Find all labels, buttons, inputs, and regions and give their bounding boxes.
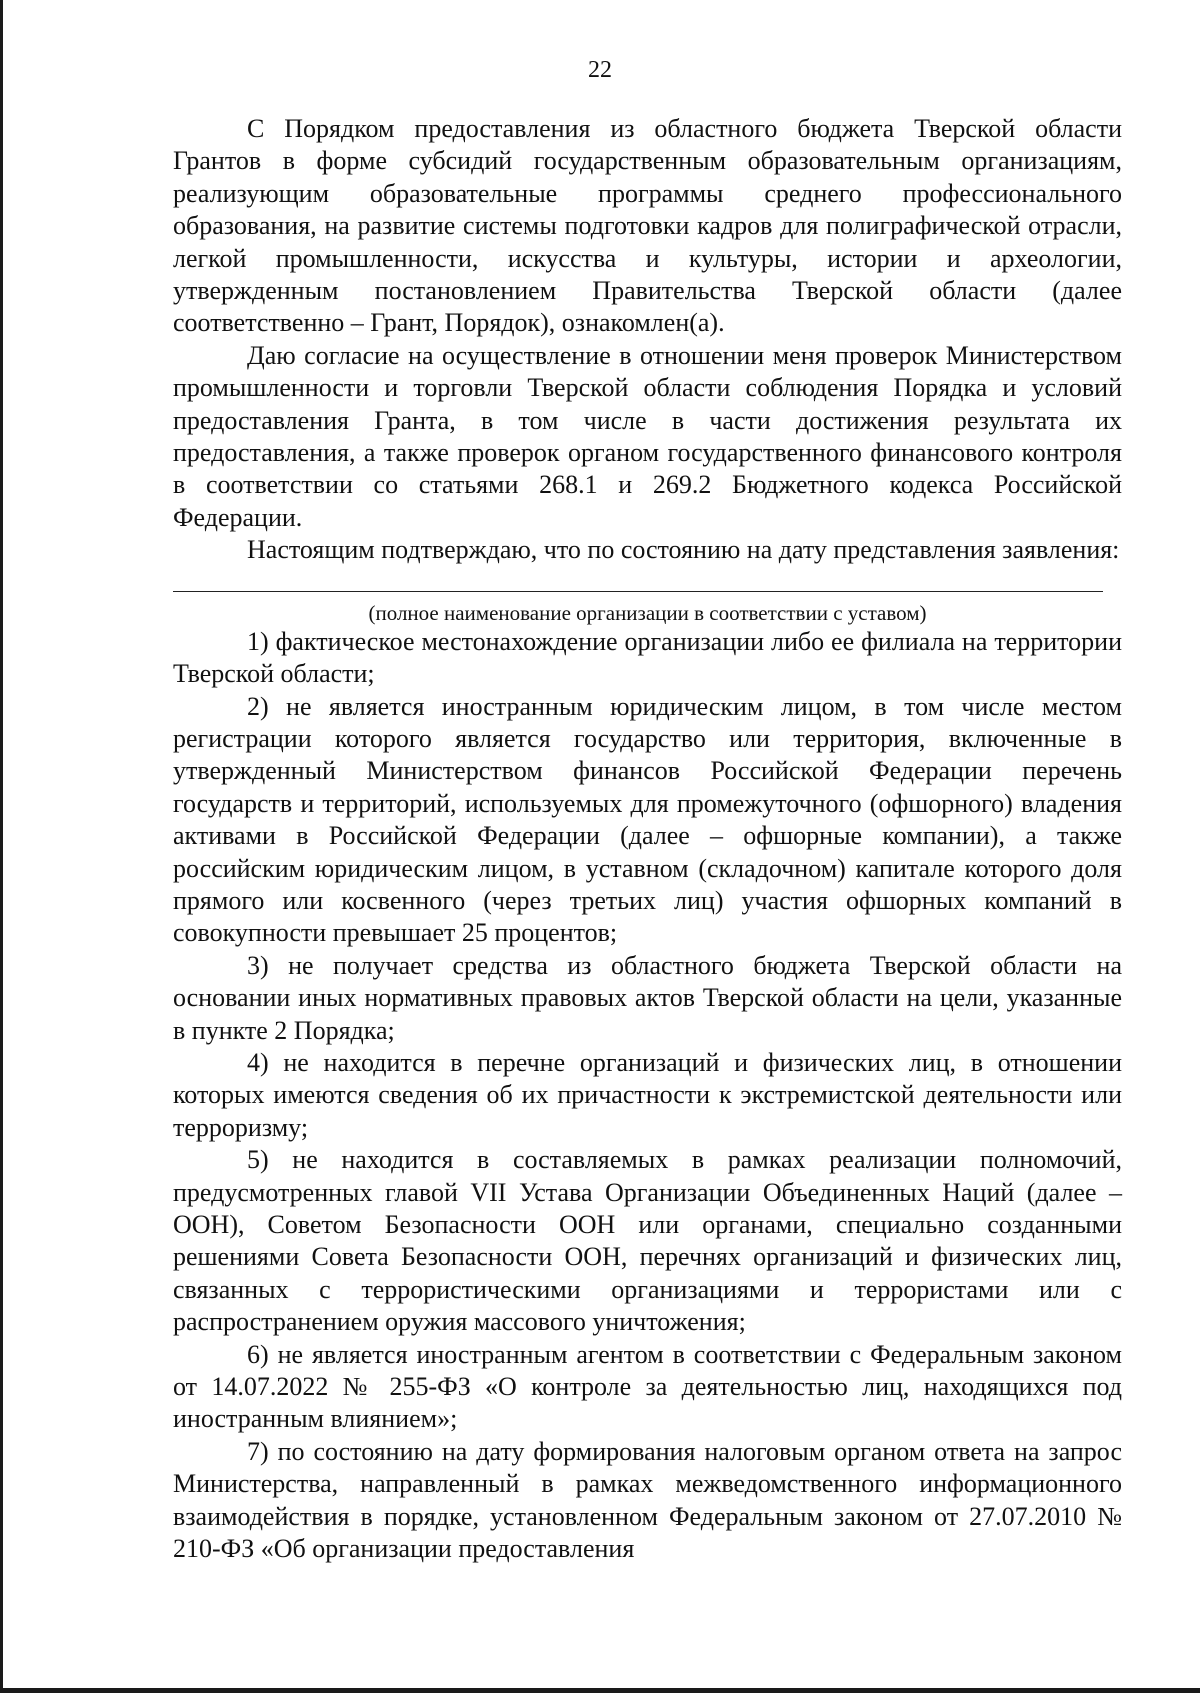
org-name-caption: (полное наименование организации в соответствии с уставом) — [368, 600, 927, 625]
document-body — [173, 113, 1122, 1565]
intro-paragraph-consent: Даю согласие на осуществление в отношении меня проверок Министерством промышленности и торговли Тверской области соблюдения Порядка и условий предоставления Гранта, в том числе в части достижения результата их предоставления, а также проверок органом государственного финансового контроля в соответствии со статьями 268.1 и 269.2 Бюджетного кодекса Российской Федерации. — [173, 340, 1122, 532]
list-item-3: 3) не получает средства из областного бюджета Тверской области на основании иных нормативных правовых актов Тверской области на цели, указанные в пункте 2 Порядка; — [173, 950, 1122, 1045]
list-item-1: 1) фактическое местонахождение организации либо ее филиала на территории Тверской области; — [173, 626, 1122, 689]
list-item-7: 7) по состоянию на дату формирования налоговым органом ответа на запрос Министерства, направленный в рамках межведомственного информационного взаимодействия в порядке, установленном Федеральным законом от 27.07.2010 № 210-ФЗ «Об организации предоставления — [173, 1436, 1122, 1564]
list-item-5: 5) не находится в составляемых в рамках реализации полномочий, предусмотренных главой VII Устава Организации Объединенных Наций (далее – ООН), Советом Безопасности ООН или органами, специально созданными решениями Совета Безопасности ООН, перечнях организаций и физических лиц, связанных с террористическими организациями и террористами или с распространением оружия массового уничтожения; — [173, 1145, 1122, 1337]
list-item-4: 4) не находится в перечне организаций и физических лиц, в отношении которых имеются сведения об их причастности к экстремистской деятельности или терроризму; — [173, 1047, 1122, 1142]
org-name-fill-line — [173, 591, 1103, 592]
scan-edge-left — [0, 0, 3, 1693]
intro-paragraph-confirmation: Настоящим подтверждаю, что по состоянию на дату представления заявления: — [247, 535, 1120, 565]
scan-edge-bottom — [0, 1688, 1200, 1693]
list-item-6: 6) не является иностранным агентом в соответствии с Федеральным законом от 14.07.2022 № 255-ФЗ «О контроле за деятельностью лиц, находящихся под иностранным влиянием»; — [173, 1339, 1122, 1434]
page-number: 22 — [588, 57, 612, 83]
list-item-2: 2) не является иностранным юридическим лицом, в том числе местом регистрации которого является государство или территория, включенные в утвержденный Министерством финансов Российской Федерации перечень государств и территорий, используемых для промежуточного (офшорного) владения активами в Российской Федерации (далее – офшорные компании), а также российским юридическим лицом, в уставном (складочном) капитале которого доля прямого или косвенного (через третьих лиц) участия офшорных компаний в совокупности превышает 25 процентов; — [173, 691, 1122, 948]
intro-paragraph-acknowledgement: С Порядком предоставления из областного бюджета Тверской области Грантов в форме субсидий государственным образовательным организациям, реализующим образовательные программы среднего профессионального образования, на развитие системы подготовки кадров для полиграфической отрасли, легкой промышленности, искусства и культуры, истории и археологии, утвержденным постановлением Правительства Тверской области (далее соответственно – Грант, Порядок), ознакомлен(а). — [173, 114, 1122, 338]
